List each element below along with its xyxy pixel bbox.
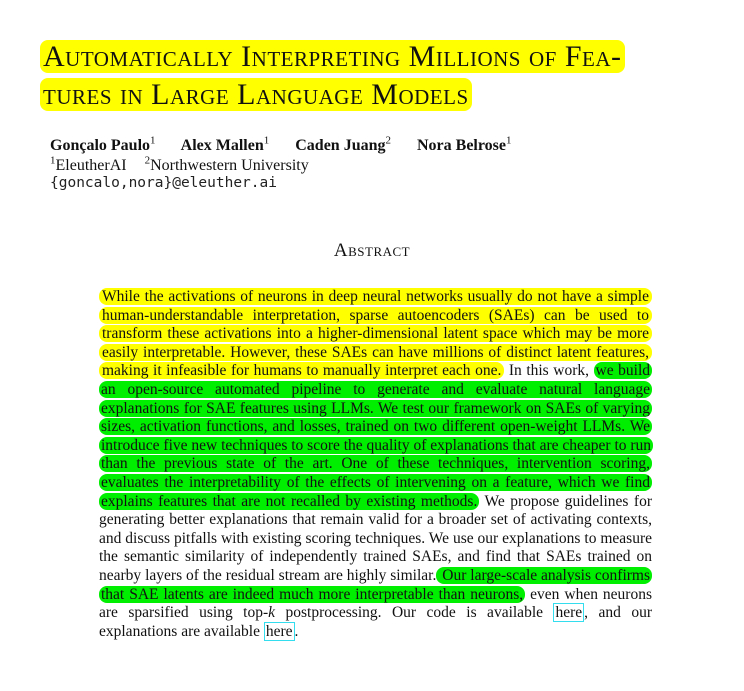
affil-name: EleutherAI (55, 157, 127, 175)
author-affil-marker: 1 (150, 135, 156, 147)
abstract-body (99, 288, 652, 641)
abstract-text: even when neurons are sparsified using top- (99, 585, 652, 622)
abstract-highlight-green: Our large-scale analysis confirms that SAE latents are indeed much more interpretable than neurons, (101, 566, 651, 603)
affiliations (50, 155, 309, 175)
author-list (50, 135, 534, 155)
abstract-text: , and our explanations are available (99, 604, 652, 640)
title-line-1: Automatically Interpreting Millions of Fea- (40, 40, 625, 73)
author (50, 137, 156, 154)
abstract-highlight-green: we build an open-source automated pipeline to generate and evaluate natural language explanations for SAE features using LLMs. We test our framework on SAEs of varying sizes, activation functions, and losses, trained on two different open-weight LLMs. We introduce five new techniques to score the quality of explanations that are cheaper to run than the previous state of the art. One of these techniques, intervention scoring, evaluates the interpretability of the effects of intervening on a feature, which we find explains features that are not recalled by existing methods. (101, 362, 652, 510)
abstract-text: postprocessing. Our code is available (275, 604, 554, 622)
author (181, 137, 270, 154)
abstract-text: In this work, (504, 362, 594, 380)
code-link[interactable]: here (555, 604, 583, 622)
author-name: Nora Belrose (416, 137, 506, 155)
author-affil-marker: 1 (263, 135, 270, 147)
abstract-text: We propose guidelines for generating better explanations that remain valid for a broader set of activating contexts, and discuss pitfalls with existing scoring techniques. We use our explanations to measure the semantic similarity of independently trained SAEs, and find that SAEs trained on nearby layers of the residual stream are highly similar. (99, 492, 652, 584)
math-k: k (268, 604, 276, 622)
contact-email: {goncalo,nora}@eleuther.ai (50, 175, 277, 191)
author (295, 137, 391, 154)
abstract-heading: Abstract (333, 240, 411, 261)
abstract-text: . (294, 622, 299, 640)
affil-name: Northwestern University (150, 157, 309, 175)
author-affil-marker: 2 (385, 135, 391, 147)
author-name: Gonçalo Paulo (50, 137, 151, 155)
affiliation (50, 157, 127, 174)
author-name: Alex Mallen (180, 137, 264, 155)
author (417, 137, 512, 154)
paper-title (40, 38, 730, 114)
affiliation (145, 157, 309, 174)
abstract-highlight-yellow: While the activations of neurons in deep neural networks usually do not have a simple human-understandable interpretation, sparse autoencoders (SAEs) can be used to transform these activations into a higher-dimensional latent space which may be more easily interpretable. However, these SAEs can have millions of distinct latent features, making it infeasible for humans to manually interpret each one. (99, 288, 652, 379)
explanations-link[interactable]: here (265, 622, 293, 640)
author-affil-marker: 1 (506, 135, 512, 147)
affil-marker: 1 (50, 155, 56, 167)
affil-marker: 2 (144, 155, 151, 167)
author-name: Caden Juang (295, 137, 386, 155)
title-line-2: tures in Large Language Models (40, 78, 472, 111)
